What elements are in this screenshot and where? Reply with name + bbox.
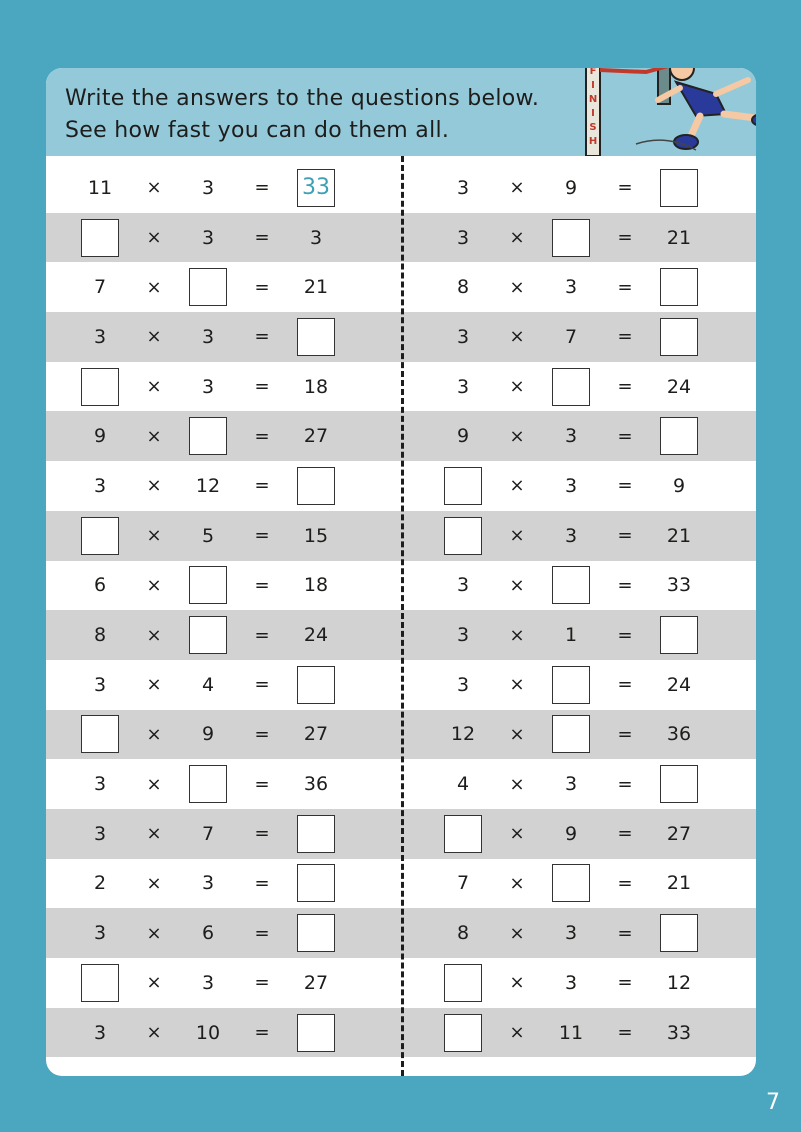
answer-cell bbox=[183, 759, 233, 809]
answer-cell bbox=[654, 610, 704, 660]
number: 3 bbox=[201, 375, 215, 398]
times-sign: × bbox=[146, 823, 162, 845]
number: 11 bbox=[87, 176, 113, 199]
number: 15 bbox=[303, 524, 329, 547]
answer-cell bbox=[183, 610, 233, 660]
svg-text:F: F bbox=[589, 66, 597, 77]
times-sign: × bbox=[146, 674, 162, 696]
times-sign: × bbox=[509, 823, 525, 845]
answer-box[interactable] bbox=[444, 1014, 482, 1052]
number: 7 bbox=[93, 276, 107, 299]
number: 27 bbox=[303, 971, 329, 994]
answer-cell bbox=[546, 859, 596, 909]
number: 3 bbox=[564, 524, 578, 547]
number: 33 bbox=[666, 574, 692, 597]
equals-sign: = bbox=[254, 326, 270, 348]
equals-sign: = bbox=[617, 1022, 633, 1044]
answer-cell bbox=[75, 213, 125, 263]
number: 8 bbox=[456, 276, 470, 299]
runner-at-finish-line-icon bbox=[576, 68, 756, 156]
number: 8 bbox=[456, 922, 470, 945]
number: 3 bbox=[564, 773, 578, 796]
equals-sign: = bbox=[254, 624, 270, 646]
number: 6 bbox=[93, 574, 107, 597]
equals-sign: = bbox=[617, 475, 633, 497]
times-sign: × bbox=[146, 376, 162, 398]
number: 27 bbox=[666, 822, 692, 845]
number: 3 bbox=[456, 574, 470, 597]
equals-sign: = bbox=[617, 227, 633, 249]
number: 9 bbox=[564, 822, 578, 845]
instruction-line-1: Write the answers to the questions below. bbox=[65, 86, 540, 111]
number: 33 bbox=[666, 1021, 692, 1044]
answer-cell bbox=[546, 362, 596, 412]
number: 27 bbox=[303, 425, 329, 448]
number: 11 bbox=[558, 1021, 584, 1044]
equals-sign: = bbox=[254, 723, 270, 745]
times-sign: × bbox=[509, 574, 525, 596]
equals-sign: = bbox=[617, 922, 633, 944]
equals-sign: = bbox=[254, 177, 270, 199]
times-sign: × bbox=[146, 872, 162, 894]
number: 3 bbox=[93, 325, 107, 348]
number: 3 bbox=[564, 474, 578, 497]
times-sign: × bbox=[146, 177, 162, 199]
answer-cell bbox=[438, 461, 488, 511]
times-sign: × bbox=[146, 276, 162, 298]
times-sign: × bbox=[509, 177, 525, 199]
answer-cell bbox=[654, 759, 704, 809]
answer-cell bbox=[438, 809, 488, 859]
instruction-line-2: See how fast you can do them all. bbox=[65, 118, 450, 143]
answer-cell bbox=[291, 809, 341, 859]
number: 3 bbox=[201, 176, 215, 199]
number: 4 bbox=[456, 773, 470, 796]
number: 3 bbox=[93, 1021, 107, 1044]
number: 4 bbox=[201, 673, 215, 696]
equals-sign: = bbox=[617, 177, 633, 199]
answer-box[interactable] bbox=[81, 964, 119, 1002]
answer-box[interactable] bbox=[660, 616, 698, 654]
equals-sign: = bbox=[617, 425, 633, 447]
number: 3 bbox=[564, 922, 578, 945]
answer-box[interactable] bbox=[81, 219, 119, 257]
number: 5 bbox=[201, 524, 215, 547]
number: 9 bbox=[564, 176, 578, 199]
equals-sign: = bbox=[617, 525, 633, 547]
times-sign: × bbox=[146, 1022, 162, 1044]
column-divider bbox=[401, 156, 404, 1076]
equals-sign: = bbox=[254, 425, 270, 447]
answer-cell bbox=[75, 362, 125, 412]
number: 9 bbox=[93, 425, 107, 448]
number: 24 bbox=[303, 624, 329, 647]
answer-cell bbox=[438, 958, 488, 1008]
answer-box[interactable] bbox=[660, 318, 698, 356]
equals-sign: = bbox=[254, 376, 270, 398]
answer-box[interactable] bbox=[297, 666, 335, 704]
number: 9 bbox=[672, 474, 686, 497]
equals-sign: = bbox=[617, 972, 633, 994]
equals-sign: = bbox=[617, 773, 633, 795]
times-sign: × bbox=[509, 475, 525, 497]
times-sign: × bbox=[146, 227, 162, 249]
number: 3 bbox=[456, 624, 470, 647]
equals-sign: = bbox=[617, 574, 633, 596]
times-sign: × bbox=[146, 972, 162, 994]
number: 3 bbox=[201, 325, 215, 348]
answer-cell bbox=[438, 1008, 488, 1058]
equals-sign: = bbox=[617, 823, 633, 845]
equals-sign: = bbox=[254, 872, 270, 894]
equals-sign: = bbox=[617, 624, 633, 646]
times-sign: × bbox=[509, 723, 525, 745]
answer-box[interactable] bbox=[81, 517, 119, 555]
number: 3 bbox=[564, 276, 578, 299]
answer-cell bbox=[291, 163, 341, 213]
times-sign: × bbox=[146, 425, 162, 447]
equals-sign: = bbox=[254, 674, 270, 696]
number: 3 bbox=[93, 773, 107, 796]
number: 3 bbox=[456, 375, 470, 398]
number: 3 bbox=[564, 971, 578, 994]
answer-box[interactable] bbox=[552, 368, 590, 406]
number: 36 bbox=[666, 723, 692, 746]
answer-box[interactable] bbox=[189, 616, 227, 654]
times-sign: × bbox=[509, 972, 525, 994]
times-sign: × bbox=[146, 574, 162, 596]
number: 9 bbox=[456, 425, 470, 448]
number: 21 bbox=[666, 872, 692, 895]
answer-cell bbox=[291, 859, 341, 909]
answer-box[interactable] bbox=[81, 368, 119, 406]
times-sign: × bbox=[509, 276, 525, 298]
number: 12 bbox=[666, 971, 692, 994]
svg-text:S: S bbox=[589, 122, 597, 133]
number: 7 bbox=[201, 822, 215, 845]
times-sign: × bbox=[509, 922, 525, 944]
equals-sign: = bbox=[254, 525, 270, 547]
number: 9 bbox=[201, 723, 215, 746]
number: 3 bbox=[456, 325, 470, 348]
times-sign: × bbox=[146, 773, 162, 795]
answer-cell bbox=[183, 561, 233, 611]
equals-sign: = bbox=[254, 773, 270, 795]
answer-box[interactable] bbox=[552, 715, 590, 753]
number: 6 bbox=[201, 922, 215, 945]
answer-cell bbox=[654, 163, 704, 213]
times-sign: × bbox=[146, 624, 162, 646]
answer-cell bbox=[75, 511, 125, 561]
equals-sign: = bbox=[617, 872, 633, 894]
answer-box[interactable] bbox=[444, 964, 482, 1002]
answer-cell bbox=[183, 262, 233, 312]
answer-box[interactable] bbox=[189, 268, 227, 306]
number: 3 bbox=[93, 474, 107, 497]
times-sign: × bbox=[509, 376, 525, 398]
equals-sign: = bbox=[254, 227, 270, 249]
answer-box[interactable] bbox=[444, 815, 482, 853]
number: 7 bbox=[456, 872, 470, 895]
number: 3 bbox=[93, 673, 107, 696]
answer-cell bbox=[291, 461, 341, 511]
worksheet-card bbox=[46, 68, 756, 1076]
answer-cell bbox=[291, 312, 341, 362]
equals-sign: = bbox=[254, 276, 270, 298]
answer-box[interactable] bbox=[189, 566, 227, 604]
times-sign: × bbox=[509, 1022, 525, 1044]
answer-box[interactable] bbox=[660, 169, 698, 207]
times-sign: × bbox=[509, 872, 525, 894]
equals-sign: = bbox=[254, 922, 270, 944]
answer-box[interactable] bbox=[660, 765, 698, 803]
answer-box[interactable] bbox=[297, 864, 335, 902]
answer-box[interactable] bbox=[552, 219, 590, 257]
answer-box[interactable] bbox=[297, 1014, 335, 1052]
number: 3 bbox=[201, 226, 215, 249]
answer-cell bbox=[183, 411, 233, 461]
number: 3 bbox=[456, 176, 470, 199]
answer-box[interactable] bbox=[444, 467, 482, 505]
times-sign: × bbox=[509, 773, 525, 795]
equals-sign: = bbox=[254, 823, 270, 845]
svg-text:I: I bbox=[591, 108, 595, 119]
equals-sign: = bbox=[617, 674, 633, 696]
number: 3 bbox=[456, 673, 470, 696]
answer-cell bbox=[291, 660, 341, 710]
equals-sign: = bbox=[254, 574, 270, 596]
answer-box[interactable] bbox=[81, 715, 119, 753]
answer-cell bbox=[546, 561, 596, 611]
times-sign: × bbox=[509, 674, 525, 696]
times-sign: × bbox=[509, 227, 525, 249]
number: 21 bbox=[666, 524, 692, 547]
number: 7 bbox=[564, 325, 578, 348]
times-sign: × bbox=[146, 326, 162, 348]
number: 18 bbox=[303, 375, 329, 398]
answer-box[interactable] bbox=[660, 268, 698, 306]
number: 24 bbox=[666, 375, 692, 398]
number: 8 bbox=[93, 624, 107, 647]
number: 12 bbox=[450, 723, 476, 746]
answer-box[interactable] bbox=[660, 914, 698, 952]
times-sign: × bbox=[509, 326, 525, 348]
number: 21 bbox=[303, 276, 329, 299]
answer-box[interactable] bbox=[660, 417, 698, 455]
times-sign: × bbox=[509, 624, 525, 646]
number: 21 bbox=[666, 226, 692, 249]
answer-cell bbox=[75, 710, 125, 760]
svg-text:H: H bbox=[588, 136, 598, 147]
times-sign: × bbox=[146, 922, 162, 944]
answer-cell bbox=[654, 411, 704, 461]
answer-cell bbox=[438, 511, 488, 561]
svg-text:N: N bbox=[588, 94, 598, 105]
answer-cell bbox=[291, 1008, 341, 1058]
times-sign: × bbox=[509, 525, 525, 547]
equals-sign: = bbox=[617, 723, 633, 745]
answer-box[interactable] bbox=[444, 517, 482, 555]
answer-box[interactable] bbox=[297, 815, 335, 853]
equals-sign: = bbox=[254, 475, 270, 497]
number: 3 bbox=[456, 226, 470, 249]
answer-cell bbox=[546, 213, 596, 263]
answer-box[interactable] bbox=[552, 666, 590, 704]
number: 3 bbox=[201, 971, 215, 994]
svg-text:I: I bbox=[591, 80, 595, 91]
number: 3 bbox=[93, 922, 107, 945]
number: 36 bbox=[303, 773, 329, 796]
equals-sign: = bbox=[617, 326, 633, 348]
number: 3 bbox=[93, 822, 107, 845]
number: 3 bbox=[564, 425, 578, 448]
answer-box[interactable] bbox=[189, 765, 227, 803]
equals-sign: = bbox=[254, 972, 270, 994]
times-sign: × bbox=[509, 425, 525, 447]
example-answer-box[interactable]: 33 bbox=[297, 169, 335, 207]
equals-sign: = bbox=[617, 276, 633, 298]
number: 3 bbox=[309, 226, 323, 249]
times-sign: × bbox=[146, 475, 162, 497]
page-number: 7 bbox=[766, 1090, 780, 1115]
answer-cell bbox=[654, 908, 704, 958]
answer-box[interactable] bbox=[297, 318, 335, 356]
answer-cell bbox=[654, 312, 704, 362]
number: 10 bbox=[195, 1021, 221, 1044]
answer-box[interactable] bbox=[189, 417, 227, 455]
equals-sign: = bbox=[617, 376, 633, 398]
number: 27 bbox=[303, 723, 329, 746]
answer-box[interactable] bbox=[297, 914, 335, 952]
times-sign: × bbox=[146, 723, 162, 745]
answer-box[interactable] bbox=[552, 566, 590, 604]
number: 1 bbox=[564, 624, 578, 647]
number: 18 bbox=[303, 574, 329, 597]
answer-box[interactable] bbox=[552, 864, 590, 902]
number: 12 bbox=[195, 474, 221, 497]
answer-box[interactable] bbox=[297, 467, 335, 505]
answer-cell bbox=[546, 660, 596, 710]
times-sign: × bbox=[146, 525, 162, 547]
answer-cell bbox=[291, 908, 341, 958]
answer-cell bbox=[546, 710, 596, 760]
equals-sign: = bbox=[254, 1022, 270, 1044]
number: 24 bbox=[666, 673, 692, 696]
answer-cell bbox=[654, 262, 704, 312]
number: 2 bbox=[93, 872, 107, 895]
answer-cell bbox=[75, 958, 125, 1008]
number: 3 bbox=[201, 872, 215, 895]
